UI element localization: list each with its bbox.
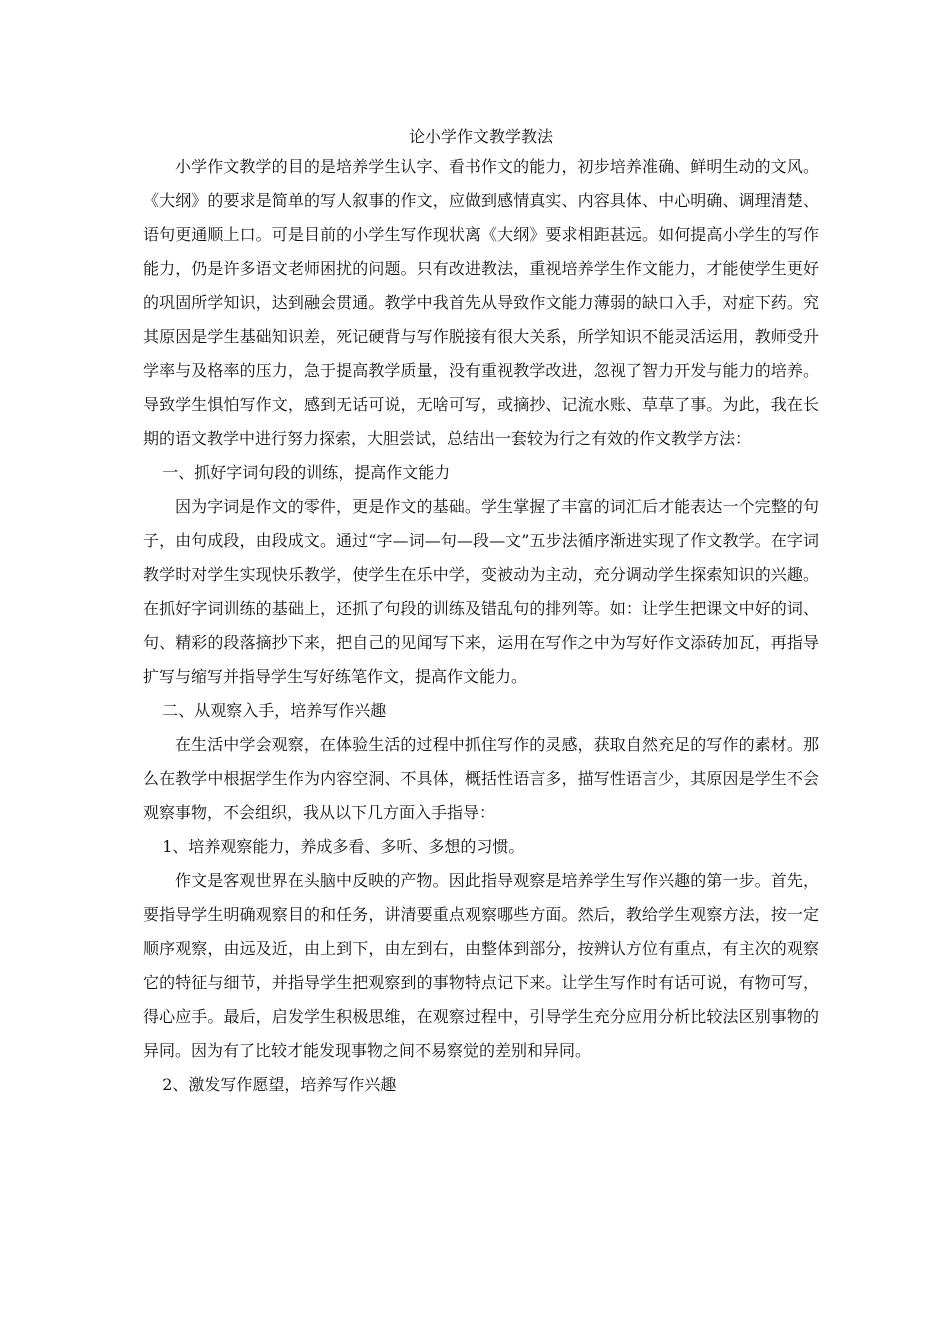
section-heading-2: 二、从观察入手，培养写作兴趣 [162,701,387,720]
subsection-1-paragraph: 作文是客观世界在头脑中反映的产物。因此指导观察是培养学生写作兴趣的第一步。首先，要指导学生明确观察目的和任务，讲清要重点观察哪些方面。然后，教给学生观察方法，按一定顺序观察，由远及近，由上到下，由左到右，由整体到部分，按辨认方位有重点，有主次的观察它的特征与细节，并指导学生把观察到的事物特点记下来。让学生写作时有话可说，有物可写，得心应手。最后，启发学生积极思维，在观察过程中，引导学生充分应用分析比较法区别事物的异同。因为有了比较才能发现事物之间不易察觉的差别和异同。 [143,871,819,1060]
intro-paragraph: 小学作文教学的目的是培养学生认字、看书作文的能力，初步培养准确、鲜明生动的文风。《大纲》的要求是简单的写人叙事的作文，应做到感情真实、内容具体、中心明确、调理清楚、语句更通顺上口。可是目前的小学生写作现状离《大纲》要求相距甚远。如何提高小学生的写作能力，仍是许多语文老师困扰的问题。只有改进教法，重视培养学生作文能力，才能使学生更好的巩固所学知识，达到融会贯通。教学中我首先从导致作文能力薄弱的缺口入手，对症下药。究其原因是学生基础知识差，死记硬背与写作脱接有很大关系，所学知识不能灵活运用，教师受升学率与及格率的压力，急于提高教学质量，没有重视教学改进，忽视了智力开发与能力的培养。导致学生惧怕写作文，感到无话可说，无啥可写，或摘抄、记流水账、草草了事。为此，我在长期的语文教学中进行努力探索，大胆尝试，总结出一套较为行之有效的作文教学方法： [143,157,819,448]
subsection-heading-1: 1、培养观察能力，养成多看、多听、多想的习惯。 [162,837,525,856]
section-heading-1: 一、抓好字词句段的训练，提高作文能力 [162,463,451,482]
section-2-paragraph: 在生活中学会观察，在体验生活的过程中抓住写作的灵感，获取自然充足的写作的素材。那么在教学中根据学生作为内容空洞、不具体，概括性语言多，描写性语言少，其原因是学生不会观察事物，不会组织，我从以下几方面入手指导： [143,735,819,822]
document-title: 论小学作文教学教法 [408,127,553,146]
document-body [143,124,819,1102]
subsection-heading-2: 2、激发写作愿望，培养写作兴趣 [162,1075,397,1094]
section-1-paragraph: 因为字词是作文的零件，更是作文的基础。学生掌握了丰富的词汇后才能表达一个完整的句子，由句成段，由段成文。通过“字—词—句—段—文”五步法循序渐进实现了作文教学。在字词教学时对学生实现快乐教学，使学生在乐中学，变被动为主动，充分调动学生探索知识的兴趣。在抓好字词训练的基础上，还抓了句段的训练及错乱句的排列等。如：让学生把课文中好的词、句、精彩的段落摘抄下来，把自己的见闻写下来，运用在写作之中为写好作文添砖加瓦，再指导扩写与缩写并指导学生写好练笔作文，提高作文能力。 [143,497,819,686]
